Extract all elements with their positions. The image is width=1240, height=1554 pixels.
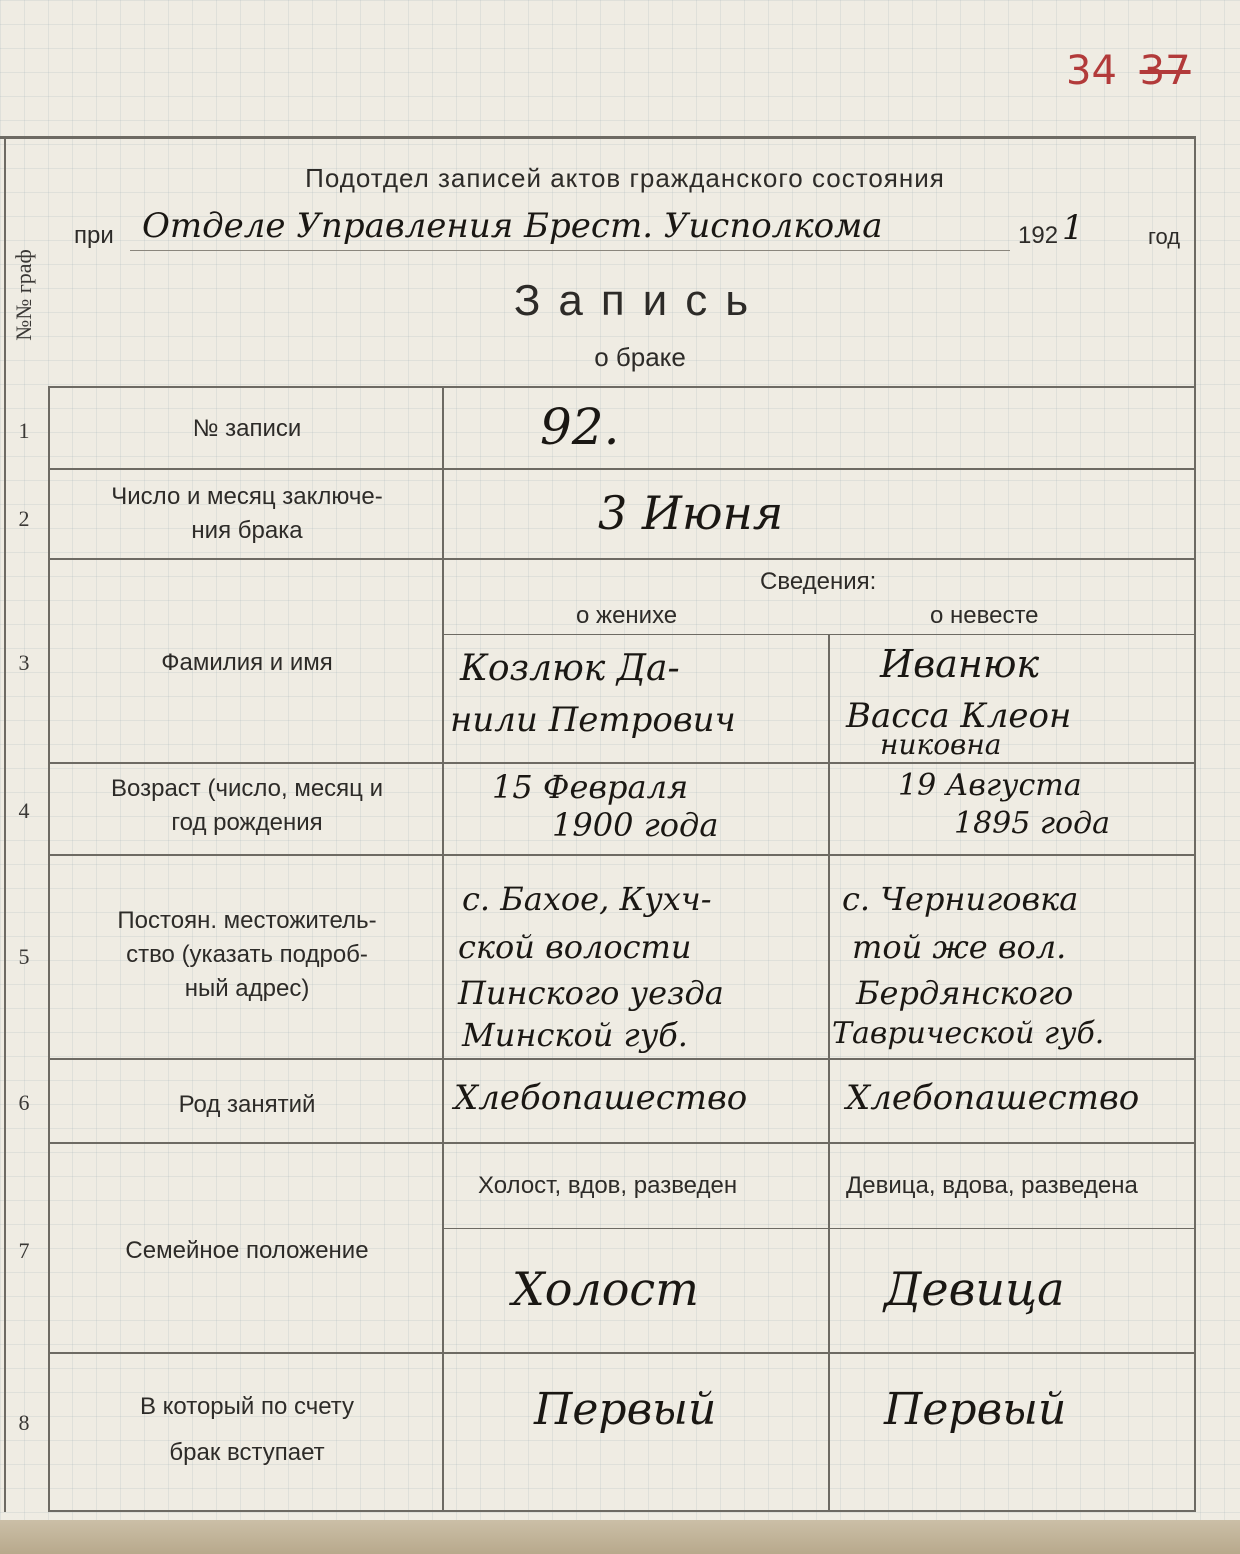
row-label-5: Постоян. местожитель- ство (указать подроб- ный адрес): [117, 907, 377, 1002]
row-num-5: 5: [18, 944, 30, 969]
bride-occupation: Хлебопашество: [846, 1078, 1140, 1118]
bride-name-line-3: никовна: [880, 728, 1002, 761]
bride-marriage-count: Первый: [884, 1384, 1067, 1435]
pri-label: при: [74, 222, 114, 249]
groom-name-line-1: Козлюк Да-: [460, 648, 680, 689]
groom-marital-status: Холост: [512, 1262, 699, 1316]
row-sep-8: [48, 1352, 1196, 1354]
groom-residence-line-4: Минской губ.: [462, 1016, 688, 1054]
row-sep-7: [48, 1142, 1196, 1144]
row-label-2: Число и месяц заключе- ния брака: [111, 483, 383, 544]
pri-value: Отделе Управления Брест. Уисполкома: [142, 206, 883, 246]
year-hand: 1: [1062, 208, 1084, 248]
groom-name-line-2: нили Петрович: [450, 700, 736, 740]
side-label: №№ граф: [11, 249, 36, 341]
frame-right: [1194, 138, 1196, 1512]
row-num-8: 8: [18, 1410, 30, 1435]
info-bride-header: о невесте: [930, 602, 1039, 629]
page-number-current: 34: [1066, 48, 1117, 94]
groom-residence-line-3: Пинского уезда: [458, 974, 724, 1012]
record-subtitle: о браке: [594, 342, 686, 372]
row-sep-4: [48, 762, 1196, 764]
groom-residence-line-1: с. Бахое, Кухч-: [462, 880, 712, 918]
label-col-divider: [442, 386, 444, 1512]
row-sep-6: [48, 1058, 1196, 1060]
info-groom-header: о женихе: [576, 602, 678, 629]
row-num-6: 6: [18, 1090, 30, 1115]
row-sep-2: [48, 468, 1196, 470]
row-label-3: Фамилия и имя: [161, 649, 333, 676]
row-sep-9: [48, 1510, 1196, 1512]
groom-birth-line-2: 1900 года: [552, 806, 719, 844]
groom-occupation: Хлебопашество: [454, 1078, 748, 1118]
row-sep-1: [48, 386, 1196, 388]
groom-bride-divider: [828, 634, 830, 1510]
groom-marriage-count: Первый: [534, 1384, 717, 1435]
bride-birth-line-1: 19 Августа: [898, 768, 1082, 803]
bride-residence-line-1: с. Черниговка: [842, 880, 1079, 918]
year-suffix: год: [1148, 224, 1181, 249]
year-prefix: 192: [1018, 222, 1059, 249]
row-label-4: Возраст (число, месяц и год рождения: [111, 775, 383, 836]
bride-residence-line-3: Бердянского: [856, 974, 1074, 1012]
marital-bride-header: Девица, вдова, разведена: [846, 1172, 1138, 1199]
bride-name-line-1: Иванюк: [880, 642, 1040, 686]
groom-residence-line-2: ской волости: [458, 928, 692, 966]
bride-marital-status: Девица: [884, 1262, 1065, 1316]
record-number: 92.: [540, 398, 620, 456]
info-title: Сведения:: [760, 568, 877, 595]
bride-residence-line-4: Таврической губ.: [832, 1016, 1105, 1051]
header-title: Подотдел записей актов гражданского состояния: [305, 163, 945, 193]
pri-underline: [130, 250, 1010, 251]
row-num-1: 1: [18, 418, 30, 443]
page-edge: [0, 1520, 1240, 1554]
info-header-line: [444, 634, 1196, 635]
groom-birth-line-1: 15 Февраля: [492, 768, 689, 806]
row-label-7: Семейное положение: [125, 1237, 369, 1264]
row-sep-3: [48, 558, 1196, 560]
row-num-3: 3: [18, 650, 30, 675]
page-number: [1066, 48, 1191, 94]
row-num-4: 4: [18, 798, 30, 823]
row-num-2: 2: [18, 506, 30, 531]
marital-groom-header: Холост, вдов, разведен: [478, 1172, 738, 1199]
bride-residence-line-2: той же вол.: [852, 928, 1067, 966]
marital-header-line: [444, 1228, 1196, 1229]
marriage-date: 3 Июня: [598, 486, 784, 540]
row-label-1: № записи: [192, 415, 302, 442]
frame-top: [0, 136, 1196, 139]
frame-col-divider: [48, 386, 50, 1512]
page-number-struck: 37: [1139, 48, 1191, 94]
row-num-7: 7: [18, 1238, 30, 1263]
row-sep-5: [48, 854, 1196, 856]
bride-birth-line-2: 1895 года: [954, 806, 1111, 841]
record-title: Запись: [513, 276, 767, 325]
bride-name-line-2: Васса Клеон: [846, 696, 1072, 736]
row-label-6: Род занятий: [178, 1091, 316, 1118]
row-label-8: В который по счету брак вступает: [139, 1393, 355, 1466]
